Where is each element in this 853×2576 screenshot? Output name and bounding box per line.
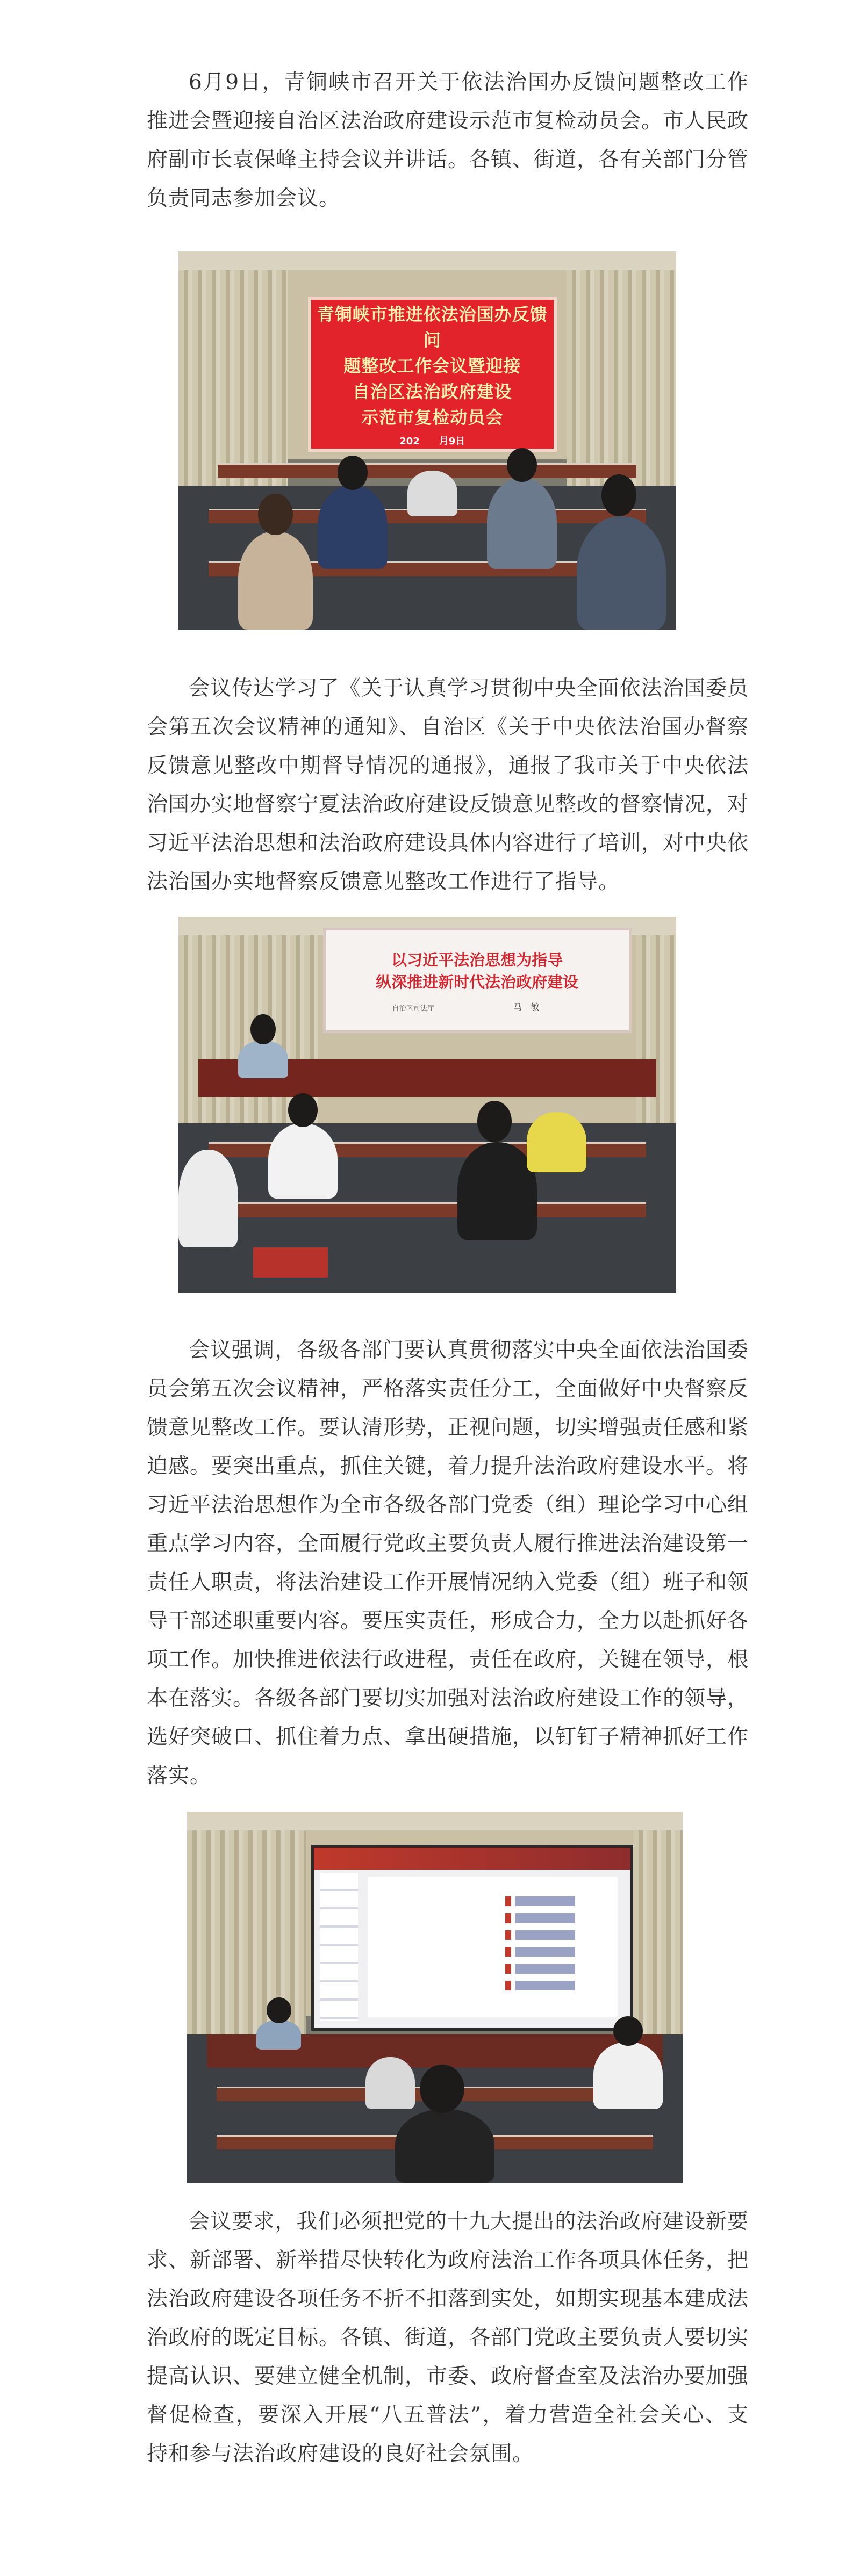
banner-line: 示范市复检动员会 xyxy=(361,407,504,428)
attendee-head xyxy=(601,474,636,516)
paragraph-3: 会议强调，各级各部门要认真贯彻落实中央全面依法治国委员会第五次会议精神，严格落实责任分工，全面做好中央督察反馈意见整改工作。要认清形势，正视问题，切实增强责任感和紧迫感。要突出重点，抓住关键，着力提升法治政府建设水平。将习近平法治思想作为全市各级各部门党委（组）理论学习中心组重点学习内容，全面履行党政主要负责人履行推进法治建设第一责任人职责，将法治建设工作开展情况纳入党委（组）班子和领导干部述职重要内容。要压实责任，形成合力，全力以赴抓好各项工作。加快推进依法行政进程，责任在政府，关键在领导，根本在落实。各级各部门要切实加强对法治政府建设工作的领导，选好突破口、抓住着力点、拿出硬措施，以钉钉子精神抓好工作落实。 xyxy=(147,1338,749,1788)
projection-screen xyxy=(311,1845,633,2031)
paragraph-4: 会议要求，我们必须把党的十九大提出的法治政府建设新要求、新部署、新举措尽快转化为政府法治工作各项具体任务，把法治政府建设各项任务不折不扣落到实处，如期实现基本建成法治政府的既定目标。各镇、街道，各部门党政主要负责人要切实提高认识、要建立健全机制，市委、政府督查室及法治办要加强督促检查，要深入开展“八五普法”，着力营造全社会关心、支持和参与法治政府建设的良好社会氛围。 xyxy=(147,2210,749,2466)
attendee-head xyxy=(507,448,537,482)
attendee-head xyxy=(338,456,368,489)
attendee xyxy=(238,531,313,630)
slide-list-item xyxy=(505,1947,605,1957)
speaker-person xyxy=(256,2020,301,2050)
speaker-head xyxy=(267,1997,291,2023)
attendee xyxy=(365,2057,415,2109)
meeting-banner xyxy=(308,297,557,452)
slide-thumbnails xyxy=(320,1873,358,2021)
screen-title-bar xyxy=(314,1848,630,1869)
attendee xyxy=(178,1150,238,1247)
attendee-head xyxy=(477,1101,512,1142)
ceiling xyxy=(178,251,676,270)
meeting-banner xyxy=(323,928,632,1033)
banner-speaker: 马 敏 xyxy=(513,1002,540,1013)
name-plaque xyxy=(253,1247,328,1278)
attendee-head xyxy=(288,1093,318,1127)
banner-org: 自治区司法厅 xyxy=(392,1004,434,1013)
slide-list-item xyxy=(505,1913,605,1923)
attendee xyxy=(527,1112,586,1172)
attendee-head xyxy=(420,2065,464,2113)
paragraph-2: 会议传达学习了《关于认真学习贯彻中央全面依法治国委员会第五次会议精神的通知》、自治区《关于中央依法治国办督察反馈意见整改中期督导情况的通报》，通报了我市关于中央依法治国办实地督察宁夏法治政府建设反馈意见整改的督察情况，对习近平法治思想和法治政府建设具体内容进行了培训，对中央依法治国办实地督察反馈意见整改工作进行了指导。 xyxy=(147,676,749,894)
table-row xyxy=(209,1202,647,1217)
slide-list-item xyxy=(505,1981,605,1990)
slide-list-item xyxy=(505,1930,605,1940)
attendee xyxy=(593,2042,663,2109)
banner-title-2: 纵深推进新时代法治政府建设 xyxy=(376,973,579,992)
banner-line: 题整改工作会议暨迎接 xyxy=(343,355,521,376)
banner-line: 自治区法治政府建设 xyxy=(352,381,512,402)
attendee-head xyxy=(613,2016,643,2046)
ceiling xyxy=(187,1812,683,1830)
attendee xyxy=(487,478,557,569)
banner-date: 202 月9日 xyxy=(399,435,465,447)
speaker-person xyxy=(238,1041,288,1078)
attendee xyxy=(407,471,457,516)
meeting-photo-3 xyxy=(187,1812,683,2183)
speaker-head xyxy=(250,1014,275,1044)
attendee-head xyxy=(258,494,293,535)
attendee xyxy=(395,2109,494,2183)
slide-list-item xyxy=(505,1896,605,1906)
attendee xyxy=(318,486,388,569)
slide-content xyxy=(368,1877,618,2017)
meeting-photo-1 xyxy=(178,251,676,630)
slide-list-item xyxy=(505,1964,605,1974)
banner-title-1: 以习近平法治思想为指导 xyxy=(391,951,563,970)
attendee xyxy=(577,516,666,630)
meeting-photo-2 xyxy=(178,917,676,1293)
attendee xyxy=(457,1142,537,1240)
banner-line: 青铜峡市推进依法治国办反馈问 xyxy=(317,304,548,350)
attendee xyxy=(268,1123,338,1199)
paragraph-1: 6月9日，青铜峡市召开关于依法治国办反馈问题整改工作推进会暨迎接自治区法治政府建设示范市复检动员会。市人民政府副市长袁保峰主持会议并讲话。各镇、街道，各有关部门分管负责同志参加会议。 xyxy=(147,70,749,211)
